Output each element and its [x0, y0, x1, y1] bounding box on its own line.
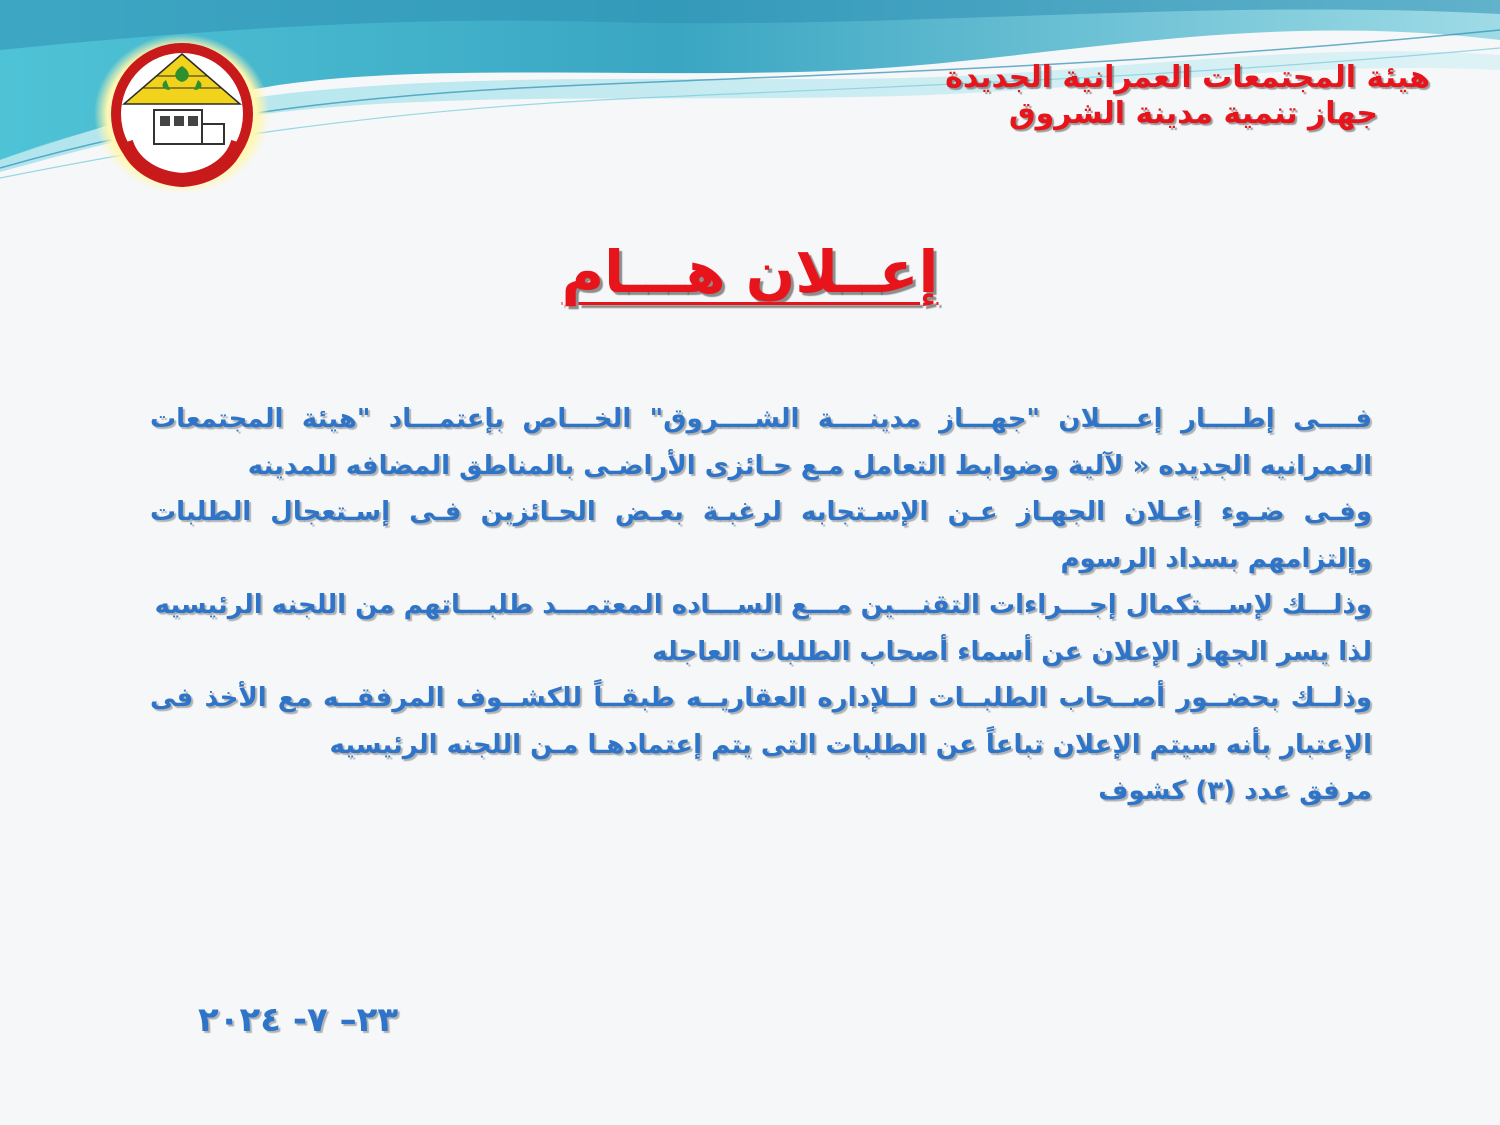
announcement-body	[150, 396, 1372, 815]
announcement-title: إعــلان هـــام	[561, 238, 939, 306]
organization-header	[730, 60, 1430, 132]
body-paragraph: مرفق عدد (٣) كشوف	[1098, 776, 1372, 806]
city-authority-name: جهاز تنمية مدينة الشروق	[1008, 96, 1378, 131]
body-paragraph: فــــى إطــــار إعــــلان "جهـــاز مدينــــة الشــــروق" الخـــاص بإعتمـــاد "هيئة المجتمعات العمرانيه الجديده « لآلية وضوابط التعامل مـع حـائزى الأراضـى بالمناطق المضافه للمدينه	[150, 404, 1372, 481]
body-paragraph: وذلــك بحضــور أصــحاب الطلبــات لــلإداره العقاريــه طبقــاً للكشــوف المرفقــه مع الأخذ فى الإعتبار بأنه سيتم الإعلان تباعاً عن الطلبات التى يتم إعتمادهـا مـن اللجنه الرئيسيه	[150, 683, 1372, 760]
organization-name: هيئة المجتمعات العمرانية الجديدة	[945, 60, 1430, 95]
announcement-date: ٢٣– ٧- ٢٠٢٤	[198, 1000, 399, 1040]
organization-seal-icon	[92, 32, 272, 192]
body-paragraph: وذلـــك لإســـتكمال إجـــراءات التقنـــين مـــع الســـاده المعتمـــد طلبـــاتهم من اللجنه الرئيسيه	[154, 590, 1372, 620]
body-paragraph: وفـى ضـوء إعـلان الجهـاز عـن الإسـتجابه لرغبـة بعـض الحـائزين فـى إسـتعجال الطلبات وإلتزامهم بسداد الرسوم	[150, 497, 1372, 574]
announcement-title-wrapper	[0, 238, 1500, 306]
body-paragraph: لذا يسر الجهاز الإعلان عن أسماء أصحاب الطلبات العاجله	[652, 636, 1372, 667]
